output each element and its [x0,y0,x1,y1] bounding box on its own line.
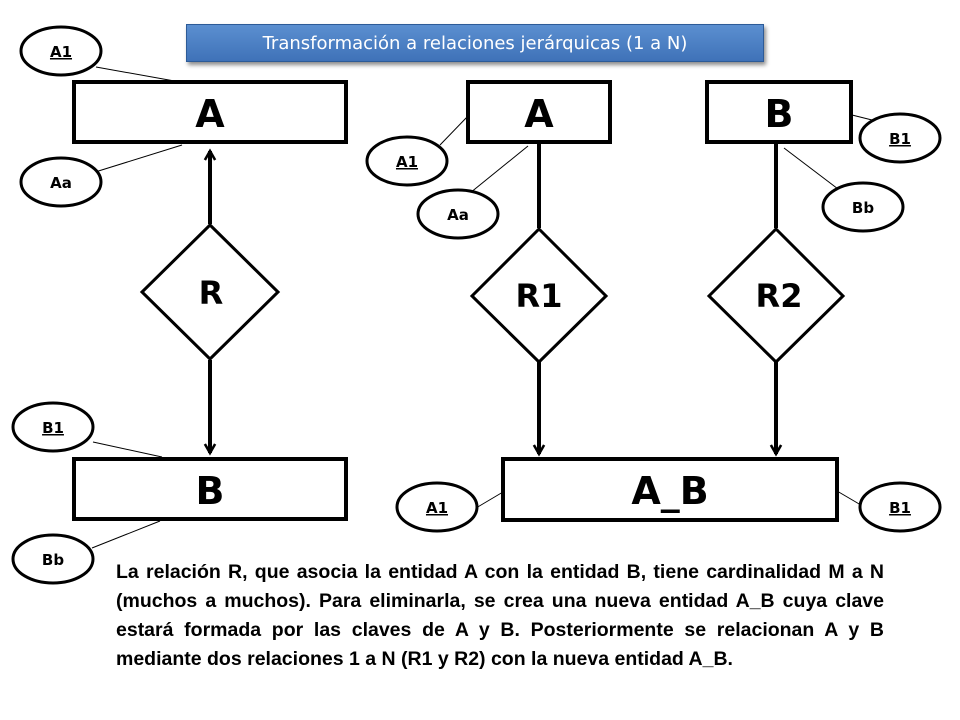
entity-b-right [707,82,851,142]
attr-bb-left [13,535,93,583]
attribute-key-label: B1 [889,499,911,517]
description-text: La relación R, que asocia la entidad A con la entidad B, tiene cardinalidad M a N (muchos a muchos). Para eliminarla, se crea una nueva entidad A_B cuya clave estará formada por las claves de A y B. Posteriormente se relacionan A y B mediante dos relaciones 1 a N (R1 y R2) con la nueva entidad A_B. [116,561,884,670]
entity-label: B [195,469,225,513]
attribute-label: Aa [50,174,72,192]
relation-r1 [472,229,606,362]
entity-label: A_B [631,469,709,513]
attr-bb-right [823,183,903,231]
entity-a-left [74,82,346,142]
relation-label: R [198,274,224,312]
entity-label: A [524,92,554,136]
relation-label: R1 [515,277,563,315]
attr-b1-assoc [860,483,940,531]
attribute-key-label: A1 [425,499,449,517]
attribute-label: Bb [851,199,875,217]
attr-b1-left [13,403,93,451]
entity-b-left [74,459,346,519]
attribute-key-label: B1 [42,419,64,437]
attribute-key-label: B1 [889,130,911,148]
relation-r [142,225,278,359]
diagram-title: Transformación a relaciones jerárquicas (1 a N) [262,32,688,54]
relation-label: R2 [755,277,803,315]
attribute-label: Bb [41,551,65,569]
relation-r2 [709,229,843,362]
entity-a-b [503,459,837,520]
attr-a1-left [21,27,101,75]
attr-b1-right [860,114,940,162]
attr-a1-right [367,137,447,185]
attribute-label: Aa [447,206,469,224]
attribute-key-label: A1 [49,43,73,61]
entity-a-right [468,82,610,142]
attr-aa-right [418,190,498,238]
entity-label: A [195,92,225,136]
attr-a1-assoc [397,483,477,531]
attr-aa-left [21,158,101,206]
attribute-key-label: A1 [395,153,419,171]
entity-label: B [764,92,794,136]
